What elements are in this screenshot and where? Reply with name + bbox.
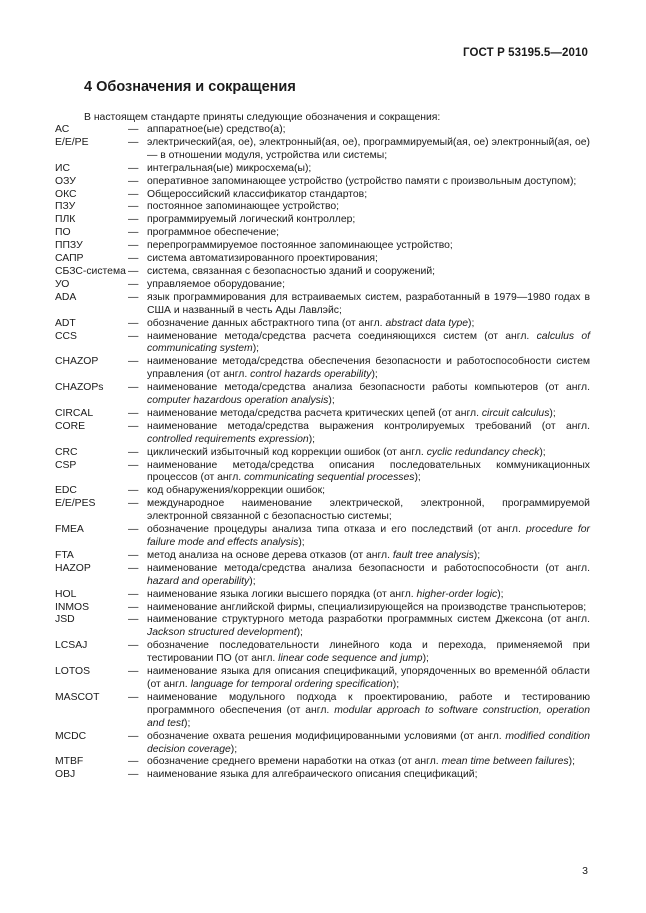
definition-text: обозначение среднего времени наработки на отказ (от англ.: [147, 756, 442, 768]
abbreviation-term: LCSAJ: [55, 640, 88, 652]
definition-text: );: [183, 717, 191, 729]
definition-english-term: modular approach to software construction, operation and test: [147, 704, 590, 729]
definition-english-term: cyclic redundancy check: [426, 446, 540, 458]
abbreviation-definition: [147, 408, 590, 421]
abbreviation-definition: [147, 640, 590, 666]
definition-text: оперативное запоминающее устройство (устройство памяти с произвольным доступом);: [147, 175, 577, 187]
abbreviation-row: [55, 769, 590, 782]
em-dash-separator: —: [128, 330, 139, 342]
definition-text: );: [328, 395, 335, 407]
definition-text: язык программирования для встраиваемых систем, разработанный в 1979—1980 годах в США и названный в честь Ады Лавлэйс;: [147, 291, 590, 316]
definition-text: метод анализа на основе дерева отказов (от англ.: [147, 549, 393, 561]
em-dash-separator: —: [128, 124, 139, 135]
abbreviation-definition: [147, 356, 590, 382]
abbreviation-definition: [147, 124, 590, 137]
abbreviation-term: CHAZOP: [55, 356, 99, 368]
definition-english-term: abstract data type: [385, 317, 469, 329]
definition-text: интегральная(ые) микросхема(ы);: [147, 162, 312, 174]
definition-text: );: [497, 588, 504, 600]
abbreviation-definition: [147, 756, 590, 769]
definition-english-term: circuit calculus: [481, 407, 550, 419]
definition-text: наименование метода/средства описания последовательных коммуникационных процессов (от англ.: [147, 459, 590, 484]
abbreviation-term: MTBF: [55, 756, 84, 768]
abbreviation-term: EDC: [55, 485, 77, 497]
section-intro: В настоящем стандарте приняты следующие обозначения и сокращения:: [84, 112, 441, 123]
abbreviation-definition: [147, 240, 590, 253]
definition-english-term: fault tree analysis: [392, 549, 474, 561]
abbreviation-definition: [147, 447, 590, 460]
abbreviation-row: [55, 137, 590, 163]
abbreviation-row: [55, 189, 590, 202]
abbreviation-definition: [147, 176, 590, 189]
abbreviation-row: [55, 163, 590, 176]
abbreviation-row: [55, 421, 590, 447]
abbreviation-term: САПР: [55, 253, 84, 265]
definition-text: циклический избыточный код коррекции ошибок (от англ.: [147, 446, 427, 458]
definition-text: перепрограммируемое постоянное запоминающее устройство;: [147, 240, 453, 252]
definition-text: );: [249, 575, 256, 587]
abbreviation-row: [55, 318, 590, 331]
abbreviation-row: [55, 550, 590, 563]
abbreviation-term: MCDC: [55, 730, 87, 742]
abbreviation-term: CSP: [55, 459, 77, 471]
abbreviation-row: [55, 214, 590, 227]
definition-text: );: [371, 369, 378, 381]
definition-text: аппаратное(ые) средство(а);: [147, 124, 286, 135]
abbreviation-definition: [147, 589, 590, 602]
abbreviation-row: [55, 356, 590, 382]
abbreviation-definition: [147, 201, 590, 214]
abbreviation-term: CIRCAL: [55, 407, 94, 419]
definition-text: наименование метода/средства анализа безопасности и работоспособности (от англ.: [147, 562, 590, 574]
definition-text: );: [392, 678, 400, 690]
abbreviation-definition: [147, 485, 590, 498]
abbreviation-row: [55, 460, 590, 486]
em-dash-separator: —: [128, 136, 139, 148]
definition-english-term: linear code sequence and jump: [278, 653, 423, 665]
abbreviation-term: ADT: [55, 317, 76, 329]
definition-text: обозначение процедуры анализа типа отказа и его последствий (от англ.: [147, 524, 526, 536]
abbreviation-definition: [147, 731, 590, 757]
definition-text: наименование метода/средства расчета критических цепей (от англ.: [147, 407, 482, 419]
abbreviation-row: [55, 124, 590, 137]
definition-text: );: [296, 627, 303, 639]
em-dash-separator: —: [128, 601, 139, 613]
abbreviation-term: УО: [55, 278, 70, 290]
definition-english-term: hazard and operability: [147, 575, 250, 587]
definition-text: обозначение последовательности линейного кода и перехода, применяемой при тестировании ПО (от англ.: [147, 640, 590, 665]
definition-text: );: [422, 653, 429, 665]
definition-text: );: [473, 549, 481, 561]
abbreviation-term: E/E/PES: [55, 498, 96, 510]
abbreviation-term: ПЛК: [55, 214, 76, 226]
abbreviation-row: [55, 331, 590, 357]
em-dash-separator: —: [128, 769, 139, 781]
definition-text: );: [468, 317, 475, 329]
definition-text: электрический(ая, ое), электронный(ая, ое), программируемый(ая, ое) электронный(ая, ое) — в отношении модуля, устройства или системы;: [147, 136, 590, 161]
abbreviation-row: [55, 731, 590, 757]
abbreviation-row: [55, 240, 590, 253]
definition-text: постоянное запоминающее устройство;: [147, 201, 340, 213]
em-dash-separator: —: [128, 446, 139, 458]
definition-text: код обнаружения/коррекции ошибок;: [147, 485, 326, 497]
abbreviation-definition: [147, 602, 590, 615]
definition-text: наименование метода/средства выражения контролируемых требований (от англ.: [147, 420, 590, 432]
abbreviation-term: Е/Е/РЕ: [55, 136, 89, 148]
em-dash-separator: —: [128, 214, 139, 226]
definition-text: наименование метода/средства расчета соединяющихся систем (от англ.: [147, 330, 537, 342]
abbreviation-row: [55, 176, 590, 189]
definition-text: );: [230, 743, 238, 755]
abbreviation-definition: [147, 163, 590, 176]
abbreviation-term: INMOS: [55, 601, 90, 613]
abbreviation-row: [55, 279, 590, 292]
abbreviation-term: CRC: [55, 446, 78, 458]
abbreviation-row: [55, 756, 590, 769]
abbreviation-term: ПЗУ: [55, 201, 76, 213]
em-dash-separator: —: [128, 382, 139, 394]
definition-english-term: Jackson structured development: [147, 627, 297, 639]
definition-text: наименование структурного метода разработки программных систем Джексона (от англ.: [147, 614, 590, 626]
definition-english-term: procedure for failure mode and effects analysis: [147, 524, 590, 548]
em-dash-separator: —: [128, 162, 139, 174]
abbreviation-term: CHAZOPs: [55, 382, 104, 394]
definition-text: );: [539, 446, 546, 458]
definition-text: );: [298, 537, 305, 548]
abbreviation-definition: [147, 266, 590, 279]
em-dash-separator: —: [128, 278, 139, 290]
abbreviation-definition: [147, 227, 590, 240]
abbreviation-definition: [147, 382, 590, 408]
abbreviation-term: ОКС: [55, 188, 77, 200]
em-dash-separator: —: [128, 485, 139, 497]
definition-text: );: [568, 756, 575, 768]
definition-text: система автоматизированного проектирования;: [147, 253, 378, 265]
abbreviation-term: HAZOP: [55, 562, 91, 574]
abbreviation-row: [55, 498, 590, 524]
abbreviation-definition: [147, 460, 590, 486]
definition-text: обозначение охвата решения модифицированными условиями (от англ.: [147, 730, 506, 742]
abbreviation-term: MASCOT: [55, 691, 100, 703]
definition-english-term: computer hazardous operation analysis: [147, 395, 329, 407]
abbreviation-term: ОЗУ: [55, 175, 76, 187]
definition-text: );: [549, 407, 556, 419]
abbreviation-term: CORE: [55, 420, 86, 432]
definition-english-term: control hazards operability: [250, 369, 372, 381]
em-dash-separator: —: [128, 640, 139, 652]
em-dash-separator: —: [128, 730, 139, 742]
em-dash-separator: —: [128, 562, 139, 574]
abbreviation-definition: [147, 692, 590, 731]
definition-text: программное обеспечение;: [147, 227, 280, 239]
abbreviation-definition: [147, 614, 590, 640]
definition-english-term: calculus of communicating system: [147, 330, 591, 355]
abbreviation-row: [55, 227, 590, 240]
page-number: 3: [582, 865, 588, 877]
em-dash-separator: —: [128, 666, 139, 678]
em-dash-separator: —: [128, 756, 139, 768]
em-dash-separator: —: [128, 356, 139, 368]
abbreviation-definition: [147, 666, 590, 692]
abbreviation-definition: [147, 189, 590, 202]
abbreviation-term: СБЗС-система: [55, 265, 126, 277]
em-dash-separator: —: [128, 691, 139, 703]
abbreviation-definition: [147, 331, 590, 357]
document-id-header: ГОСТ Р 53195.5—2010: [463, 47, 588, 59]
definition-english-term: language for temporal ordering specification: [190, 678, 393, 690]
abbreviation-definition: [147, 253, 590, 266]
definition-english-term: higher-order logic: [416, 588, 498, 600]
em-dash-separator: —: [128, 420, 139, 432]
abbreviation-term: ADA: [55, 291, 77, 303]
definition-text: наименование языка для описания спецификаций, упорядоченных во временно́й области (от англ.: [147, 666, 590, 690]
abbreviation-definition: [147, 318, 590, 331]
abbreviation-term: ПО: [55, 227, 71, 239]
abbreviation-definition: [147, 550, 590, 563]
definition-text: управляемое оборудование;: [147, 278, 285, 290]
em-dash-separator: —: [128, 459, 139, 471]
definition-text: );: [308, 433, 316, 445]
abbreviation-term: АС: [55, 124, 70, 135]
em-dash-separator: —: [128, 317, 139, 329]
abbreviation-row: [55, 201, 590, 214]
abbreviation-row: [55, 447, 590, 460]
abbreviation-list: [55, 124, 590, 782]
abbreviation-definition: [147, 137, 590, 163]
abbreviation-row: [55, 602, 590, 615]
abbreviation-definition: [147, 563, 590, 589]
abbreviation-definition: [147, 524, 590, 550]
abbreviation-definition: [147, 769, 590, 782]
em-dash-separator: —: [128, 201, 139, 213]
abbreviation-term: OBJ: [55, 769, 76, 781]
abbreviation-row: [55, 614, 590, 640]
definition-text: обозначение данных абстрактного типа (от англ.: [147, 317, 386, 329]
definition-text: система, связанная с безопасностью зданий и сооружений;: [147, 265, 436, 277]
abbreviation-row: [55, 253, 590, 266]
abbreviation-row: [55, 589, 590, 602]
definition-text: наименование английской фирмы, специализирующейся на производстве транспьютеров;: [147, 601, 587, 613]
abbreviation-row: [55, 563, 590, 589]
definition-text: );: [414, 472, 421, 484]
abbreviation-term: ППЗУ: [55, 240, 83, 252]
definition-english-term: communicating sequential processes: [244, 472, 415, 484]
definition-text: программируемый логический контроллер;: [147, 214, 356, 226]
definition-text: наименование языка логики высшего порядка (от англ.: [147, 588, 417, 600]
abbreviation-row: [55, 382, 590, 408]
definition-english-term: mean time between failures: [441, 756, 569, 768]
em-dash-separator: —: [128, 549, 139, 561]
definition-text: наименование метода/средства обеспечения безопасности и работоспособности систем управления (от англ.: [147, 356, 590, 381]
em-dash-separator: —: [128, 498, 139, 510]
definition-english-term: controlled requirements expression: [147, 433, 309, 445]
abbreviation-row: [55, 640, 590, 666]
abbreviation-term: HOL: [55, 588, 77, 600]
abbreviation-term: LOTOS: [55, 666, 91, 678]
abbreviation-definition: [147, 292, 590, 318]
definition-text: наименование метода/средства анализа безопасности работы компьютеров (от англ.: [147, 382, 590, 394]
abbreviation-term: CCS: [55, 330, 77, 342]
definition-text: международное наименование электрической, электронной, программируемой электронной связанной с безопасностью системы;: [147, 498, 590, 523]
abbreviation-row: [55, 524, 590, 550]
abbreviation-definition: [147, 214, 590, 227]
definition-english-term: modified condition decision coverage: [147, 730, 590, 755]
abbreviation-row: [55, 408, 590, 421]
abbreviation-term: ИС: [55, 162, 70, 174]
em-dash-separator: —: [128, 175, 139, 187]
abbreviation-definition: [147, 498, 590, 524]
definition-text: наименование языка для алгебраического описания спецификаций;: [147, 769, 478, 781]
em-dash-separator: —: [128, 188, 139, 200]
em-dash-separator: —: [128, 227, 139, 239]
abbreviation-definition: [147, 279, 590, 292]
definition-text: Общероссийский классификатор стандартов;: [147, 188, 368, 200]
abbreviation-row: [55, 692, 590, 731]
em-dash-separator: —: [128, 253, 139, 265]
abbreviation-row: [55, 666, 590, 692]
abbreviation-term: FTA: [55, 549, 74, 561]
abbreviation-term: JSD: [55, 614, 75, 626]
definition-text: );: [252, 343, 260, 355]
abbreviation-term: FMEA: [55, 524, 84, 536]
em-dash-separator: —: [128, 588, 139, 600]
abbreviation-row: [55, 485, 590, 498]
em-dash-separator: —: [128, 524, 139, 536]
em-dash-separator: —: [128, 291, 139, 303]
em-dash-separator: —: [128, 240, 139, 252]
definition-text: наименование модульного подхода к проектированию, работе и тестированию программного обеспечения (от англ.: [147, 691, 590, 716]
abbreviation-definition: [147, 421, 590, 447]
em-dash-separator: —: [128, 265, 139, 277]
section-title: 4 Обозначения и сокращения: [84, 79, 296, 95]
abbreviation-row: [55, 292, 590, 318]
em-dash-separator: —: [128, 614, 139, 626]
abbreviation-row: [55, 266, 590, 279]
em-dash-separator: —: [128, 407, 139, 419]
